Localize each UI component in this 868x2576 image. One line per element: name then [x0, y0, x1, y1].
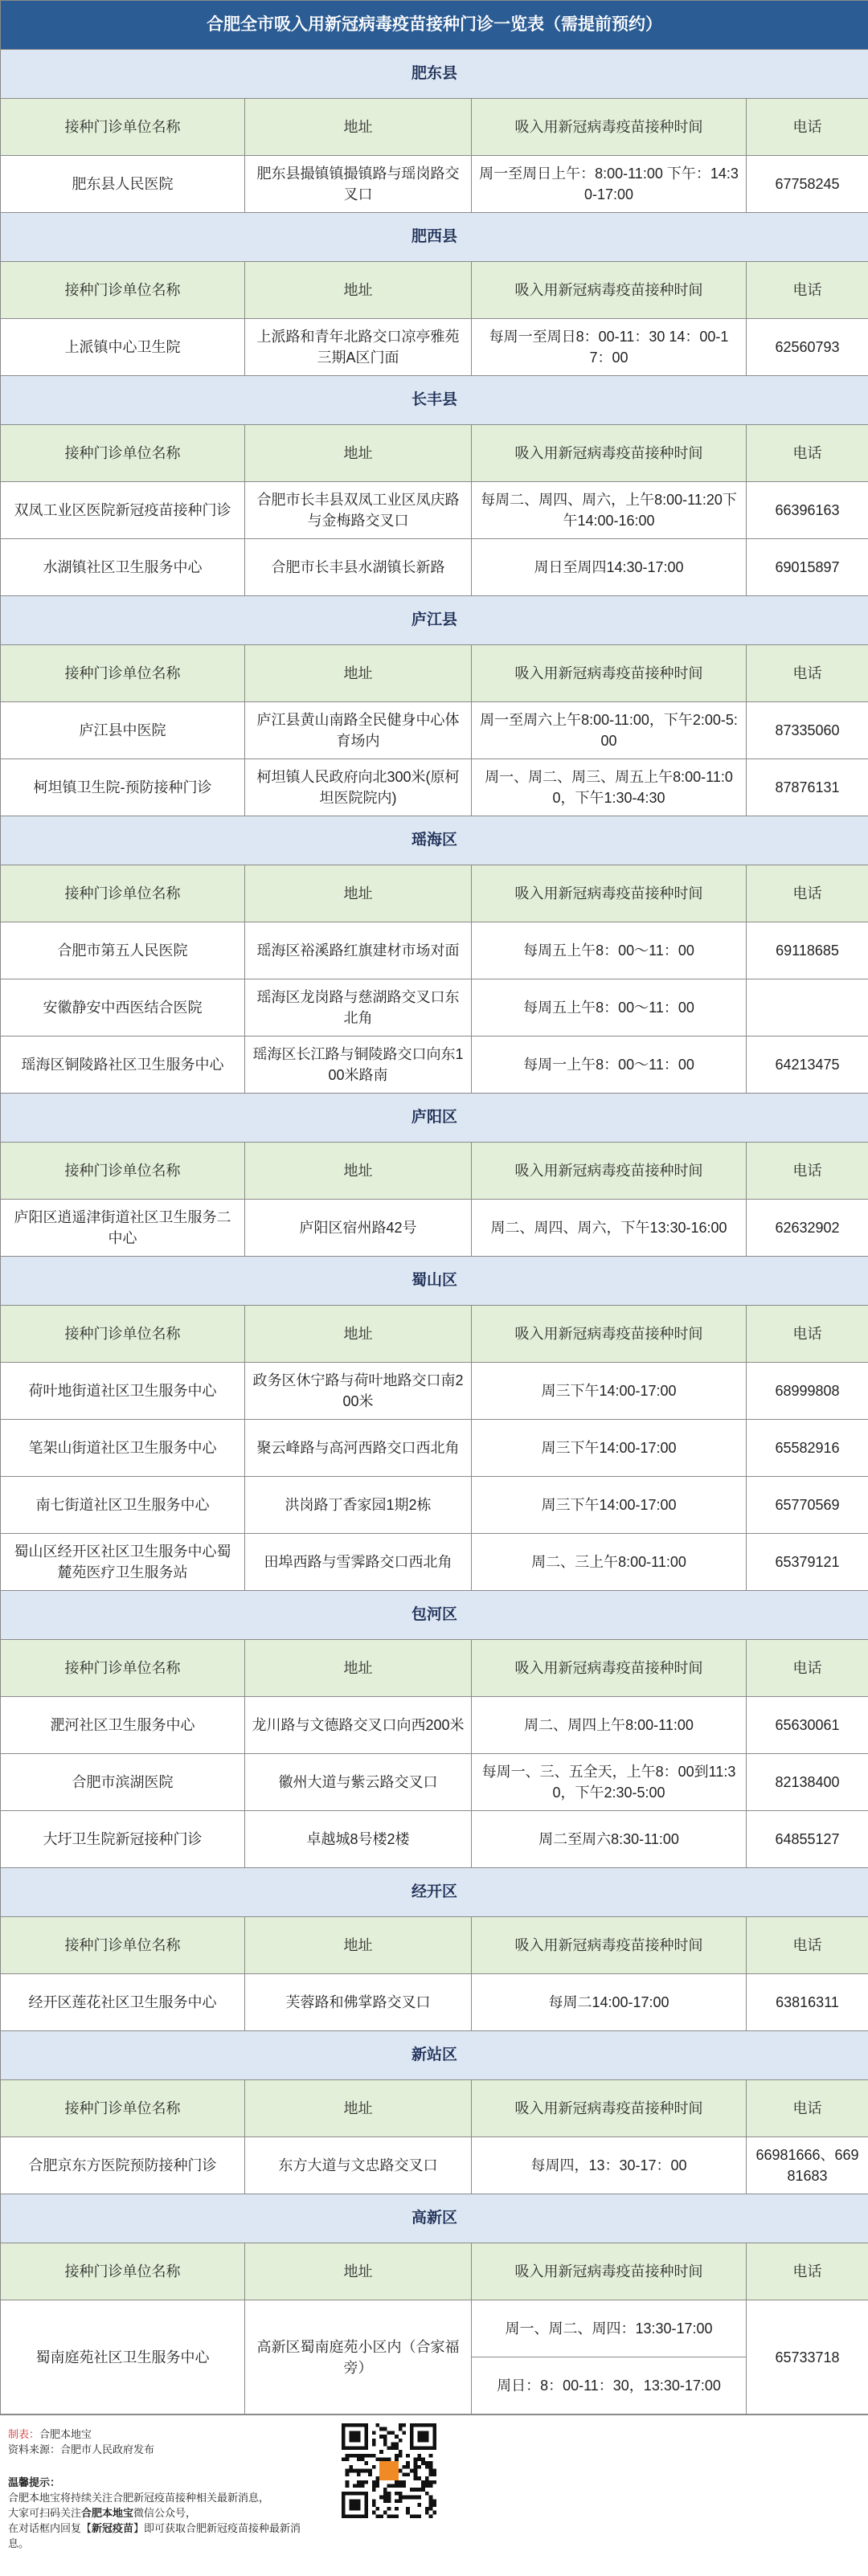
clinic-address: 聚云峰路与高河西路交口西北角 — [245, 1420, 472, 1477]
tip-line-2c: 微信公众号， — [133, 2507, 196, 2519]
table-row — [1, 319, 868, 376]
column-header-name: 接种门诊单位名称 — [1, 2243, 245, 2300]
district-name: 高新区 — [1, 2194, 868, 2243]
clinic-name: 合肥市滨湖医院 — [1, 1754, 245, 1811]
vaccination-time: 周三下午14:00-17:00 — [472, 1477, 747, 1534]
district-name: 蜀山区 — [1, 1257, 868, 1306]
column-header-address: 地址 — [245, 1640, 472, 1697]
column-header-time: 吸入用新冠病毒疫苗接种时间 — [472, 2080, 747, 2137]
clinic-name: 庐江县中医院 — [1, 702, 245, 759]
vaccination-time: 每周一上午8：00～11：00 — [472, 1037, 747, 1094]
table-row — [1, 539, 868, 596]
column-header-name: 接种门诊单位名称 — [1, 1640, 245, 1697]
clinic-address: 东方大道与文忠路交叉口 — [245, 2137, 472, 2194]
clinic-phone: 65630061 — [747, 1697, 868, 1754]
column-header-name: 接种门诊单位名称 — [1, 425, 245, 482]
column-header-row — [1, 99, 868, 156]
district-row — [1, 1257, 868, 1306]
footer-notes — [8, 2427, 321, 2551]
column-header-address: 地址 — [245, 425, 472, 482]
district-row — [1, 816, 868, 865]
vaccination-time: 周二、周四、周六，下午13:30-16:00 — [472, 1200, 747, 1257]
column-header-phone: 电话 — [747, 2243, 868, 2300]
clinic-name: 南七街道社区卫生服务中心 — [1, 1477, 245, 1534]
vaccination-time: 周三下午14:00-17:00 — [472, 1420, 747, 1477]
tip-keyword: 新冠疫苗 — [92, 2522, 133, 2534]
clinic-address: 瑶海区裕溪路红旗建材市场对面 — [245, 922, 472, 979]
table-row — [1, 1420, 868, 1477]
column-header-name: 接种门诊单位名称 — [1, 865, 245, 922]
column-header-time: 吸入用新冠病毒疫苗接种时间 — [472, 99, 747, 156]
column-header-phone: 电话 — [747, 1917, 868, 1974]
vaccination-time: 周一至周六上午8:00-11:00，下午2:00-5:00 — [472, 702, 747, 759]
vaccination-time: 每周二14:00-17:00 — [472, 1974, 747, 2031]
column-header-time: 吸入用新冠病毒疫苗接种时间 — [472, 262, 747, 319]
table-row — [1, 2137, 868, 2194]
column-header-address: 地址 — [245, 262, 472, 319]
source: 合肥市人民政府发布 — [60, 2443, 154, 2455]
producer-label: 制表： — [8, 2428, 39, 2440]
clinic-name: 大圩卫生院新冠接种门诊 — [1, 1811, 245, 1868]
district-row — [1, 376, 868, 425]
table-row — [1, 1811, 868, 1868]
column-header-row — [1, 1306, 868, 1363]
table-row — [1, 1974, 868, 2031]
table-row — [1, 2300, 868, 2357]
column-header-address: 地址 — [245, 2080, 472, 2137]
source-label: 资料来源： — [8, 2443, 60, 2455]
district-name: 庐江县 — [1, 596, 868, 645]
clinic-phone: 65379121 — [747, 1534, 868, 1591]
column-header-row — [1, 645, 868, 702]
clinic-address: 龙川路与文德路交叉口向西200米 — [245, 1697, 472, 1754]
table-row — [1, 1037, 868, 1094]
tip-line-1: 合肥本地宝将持续关注合肥新冠疫苗接种相关最新消息， — [8, 2490, 321, 2505]
tip-line-3c: 】即可获取合肥新冠疫苗接种最新消息。 — [8, 2522, 301, 2549]
column-header-name: 接种门诊单位名称 — [1, 99, 245, 156]
clinic-name: 蜀山区经开区社区卫生服务中心蜀麓苑医疗卫生服务站 — [1, 1534, 245, 1591]
clinic-phone: 87335060 — [747, 702, 868, 759]
column-header-phone: 电话 — [747, 99, 868, 156]
clinic-address: 庐江县黄山南路全民健身中心体育场内 — [245, 702, 472, 759]
qr-code-icon[interactable] — [342, 2423, 436, 2518]
column-header-phone: 电话 — [747, 425, 868, 482]
column-header-phone: 电话 — [747, 1143, 868, 1200]
column-header-time: 吸入用新冠病毒疫苗接种时间 — [472, 425, 747, 482]
column-header-row — [1, 1917, 868, 1974]
vaccination-time: 每周五上午8：00～11：00 — [472, 979, 747, 1037]
district-row — [1, 50, 868, 99]
clinic-name: 蜀南庭苑社区卫生服务中心 — [1, 2300, 245, 2414]
column-header-name: 接种门诊单位名称 — [1, 2080, 245, 2137]
table-row — [1, 1534, 868, 1591]
district-name: 瑶海区 — [1, 816, 868, 865]
tip-line-3a: 在对话框内回复【 — [8, 2522, 92, 2534]
column-header-time: 吸入用新冠病毒疫苗接种时间 — [472, 1640, 747, 1697]
column-header-name: 接种门诊单位名称 — [1, 1306, 245, 1363]
producer: 合肥本地宝 — [39, 2428, 92, 2440]
column-header-address: 地址 — [245, 645, 472, 702]
column-header-row — [1, 262, 868, 319]
clinic-phone: 65582916 — [747, 1420, 868, 1477]
district-name: 包河区 — [1, 1591, 868, 1640]
column-header-phone: 电话 — [747, 262, 868, 319]
clinic-address: 徽州大道与紫云路交叉口 — [245, 1754, 472, 1811]
column-header-phone: 电话 — [747, 865, 868, 922]
clinic-name: 上派镇中心卫生院 — [1, 319, 245, 376]
table-row — [1, 1200, 868, 1257]
column-header-address: 地址 — [245, 1917, 472, 1974]
district-name: 肥东县 — [1, 50, 868, 99]
table-row — [1, 702, 868, 759]
column-header-time: 吸入用新冠病毒疫苗接种时间 — [472, 1143, 747, 1200]
vaccination-time: 周一至周日上午：8:00-11:00 下午：14:30-17:00 — [472, 156, 747, 213]
footer — [0, 2414, 868, 2576]
clinic-address: 芙蓉路和佛掌路交叉口 — [245, 1974, 472, 2031]
column-header-time: 吸入用新冠病毒疫苗接种时间 — [472, 865, 747, 922]
vaccination-time: 每周五上午8：00～11：00 — [472, 922, 747, 979]
column-header-address: 地址 — [245, 1306, 472, 1363]
column-header-address: 地址 — [245, 865, 472, 922]
clinic-address: 瑶海区龙岗路与慈湖路交叉口东北角 — [245, 979, 472, 1037]
district-row — [1, 1868, 868, 1917]
district-row — [1, 2194, 868, 2243]
column-header-row — [1, 425, 868, 482]
tip-title: 温馨提示： — [8, 2475, 321, 2490]
clinic-address: 瑶海区长江路与铜陵路交口向东100米路南 — [245, 1037, 472, 1094]
clinic-phone: 64213475 — [747, 1037, 868, 1094]
district-name: 新站区 — [1, 2031, 868, 2080]
table-row — [1, 1477, 868, 1534]
clinic-name: 双凤工业区医院新冠疫苗接种门诊 — [1, 482, 245, 539]
table-row — [1, 922, 868, 979]
table-row — [1, 482, 868, 539]
vaccination-time: 每周四，13：30-17：00 — [472, 2137, 747, 2194]
clinic-address: 柯坦镇人民政府向北300米(原柯坦医院院内) — [245, 759, 472, 816]
clinic-phone: 68999808 — [747, 1363, 868, 1420]
vaccination-time: 周日至周四14:30-17:00 — [472, 539, 747, 596]
clinic-name: 笔架山街道社区卫生服务中心 — [1, 1420, 245, 1477]
clinic-name: 合肥市第五人民医院 — [1, 922, 245, 979]
table-row — [1, 759, 868, 816]
clinic-name: 柯坦镇卫生院-预防接种门诊 — [1, 759, 245, 816]
column-header-name: 接种门诊单位名称 — [1, 262, 245, 319]
clinic-phone: 65733718 — [747, 2300, 868, 2414]
clinic-name: 荷叶地街道社区卫生服务中心 — [1, 1363, 245, 1420]
column-header-phone: 电话 — [747, 645, 868, 702]
column-header-row — [1, 1143, 868, 1200]
clinic-phone: 62632902 — [747, 1200, 868, 1257]
clinic-phone: 63816311 — [747, 1974, 868, 2031]
clinic-phone: 67758245 — [747, 156, 868, 213]
table-row — [1, 156, 868, 213]
clinic-phone: 69118685 — [747, 922, 868, 979]
clinic-phone: 69015897 — [747, 539, 868, 596]
clinic-phone: 87876131 — [747, 759, 868, 816]
table-row — [1, 1697, 868, 1754]
clinic-phone: 64855127 — [747, 1811, 868, 1868]
column-header-phone: 电话 — [747, 1306, 868, 1363]
column-header-time: 吸入用新冠病毒疫苗接种时间 — [472, 1306, 747, 1363]
clinic-address: 政务区休宁路与荷叶地路交口南200米 — [245, 1363, 472, 1420]
clinic-address: 洪岗路丁香家园1期2栋 — [245, 1477, 472, 1534]
column-header-time: 吸入用新冠病毒疫苗接种时间 — [472, 2243, 747, 2300]
clinic-phone — [747, 979, 868, 1037]
district-row — [1, 1094, 868, 1143]
vaccination-time-2: 周日：8：00-11：30，13:30-17:00 — [472, 2357, 747, 2414]
clinic-address: 田埠西路与雪霁路交口西北角 — [245, 1534, 472, 1591]
vaccination-time: 周一、周二、周三、周五上午8:00-11:00，下午1:30-4:30 — [472, 759, 747, 816]
column-header-row — [1, 865, 868, 922]
district-name: 经开区 — [1, 1868, 868, 1917]
clinic-address: 肥东县撮镇镇撮镇路与瑶岗路交叉口 — [245, 156, 472, 213]
vaccination-time: 周二至周六8:30-11:00 — [472, 1811, 747, 1868]
clinic-name: 庐阳区逍遥津街道社区卫生服务二中心 — [1, 1200, 245, 1257]
table-title: 合肥全市吸入用新冠病毒疫苗接种门诊一览表（需提前预约） — [1, 1, 868, 50]
column-header-address: 地址 — [245, 1143, 472, 1200]
table-row — [1, 1754, 868, 1811]
clinic-name: 安徽静安中西医结合医院 — [1, 979, 245, 1037]
column-header-phone: 电话 — [747, 2080, 868, 2137]
column-header-name: 接种门诊单位名称 — [1, 645, 245, 702]
district-name: 庐阳区 — [1, 1094, 868, 1143]
clinic-address: 合肥市长丰县双凤工业区凤庆路与金梅路交叉口 — [245, 482, 472, 539]
clinic-phone: 82138400 — [747, 1754, 868, 1811]
clinic-name: 淝河社区卫生服务中心 — [1, 1697, 245, 1754]
district-row — [1, 1591, 868, 1640]
vaccination-time: 周三下午14:00-17:00 — [472, 1363, 747, 1420]
clinic-phone: 62560793 — [747, 319, 868, 376]
clinic-name: 水湖镇社区卫生服务中心 — [1, 539, 245, 596]
column-header-name: 接种门诊单位名称 — [1, 1143, 245, 1200]
column-header-phone: 电话 — [747, 1640, 868, 1697]
clinic-phone: 65770569 — [747, 1477, 868, 1534]
clinic-address: 高新区蜀南庭苑小区内（合家福旁） — [245, 2300, 472, 2414]
tip-account-name: 合肥本地宝 — [81, 2507, 133, 2519]
district-row — [1, 213, 868, 262]
district-row — [1, 2031, 868, 2080]
clinic-name: 肥东县人民医院 — [1, 156, 245, 213]
column-header-address: 地址 — [245, 2243, 472, 2300]
clinic-phone: 66396163 — [747, 482, 868, 539]
column-header-row — [1, 1640, 868, 1697]
column-header-name: 接种门诊单位名称 — [1, 1917, 245, 1974]
table-row — [1, 1363, 868, 1420]
vaccination-time: 周二、周四上午8:00-11:00 — [472, 1697, 747, 1754]
vaccination-time: 周一、周二、周四：13:30-17:00 — [472, 2300, 747, 2357]
clinic-address: 庐阳区宿州路42号 — [245, 1200, 472, 1257]
clinic-address: 合肥市长丰县水湖镇长新路 — [245, 539, 472, 596]
vaccination-time: 每周一、三、五全天，上午8：00到11:30，下午2:30-5:00 — [472, 1754, 747, 1811]
tip-line-2a: 大家可扫码关注 — [8, 2507, 81, 2519]
vaccination-time: 每周二、周四、周六，上午8:00-11:20下午14:00-16:00 — [472, 482, 747, 539]
column-header-time: 吸入用新冠病毒疫苗接种时间 — [472, 645, 747, 702]
column-header-row — [1, 2080, 868, 2137]
district-name: 肥西县 — [1, 213, 868, 262]
clinic-phone: 66981666、66981683 — [747, 2137, 868, 2194]
clinic-address: 上派路和青年北路交口凉亭雅苑三期A区门面 — [245, 319, 472, 376]
column-header-time: 吸入用新冠病毒疫苗接种时间 — [472, 1917, 747, 1974]
vaccination-time: 周二、三上午8:00-11:00 — [472, 1534, 747, 1591]
table-row — [1, 979, 868, 1037]
clinic-address: 卓越城8号楼2楼 — [245, 1811, 472, 1868]
column-header-address: 地址 — [245, 99, 472, 156]
district-row — [1, 596, 868, 645]
clinic-name: 合肥京东方医院预防接种门诊 — [1, 2137, 245, 2194]
clinic-name: 经开区莲花社区卫生服务中心 — [1, 1974, 245, 2031]
vaccination-time: 每周一至周日8：00-11：30 14：00-17：00 — [472, 319, 747, 376]
table-title-row — [1, 1, 868, 50]
district-name: 长丰县 — [1, 376, 868, 425]
clinic-name: 瑶海区铜陵路社区卫生服务中心 — [1, 1037, 245, 1094]
column-header-row — [1, 2243, 868, 2300]
